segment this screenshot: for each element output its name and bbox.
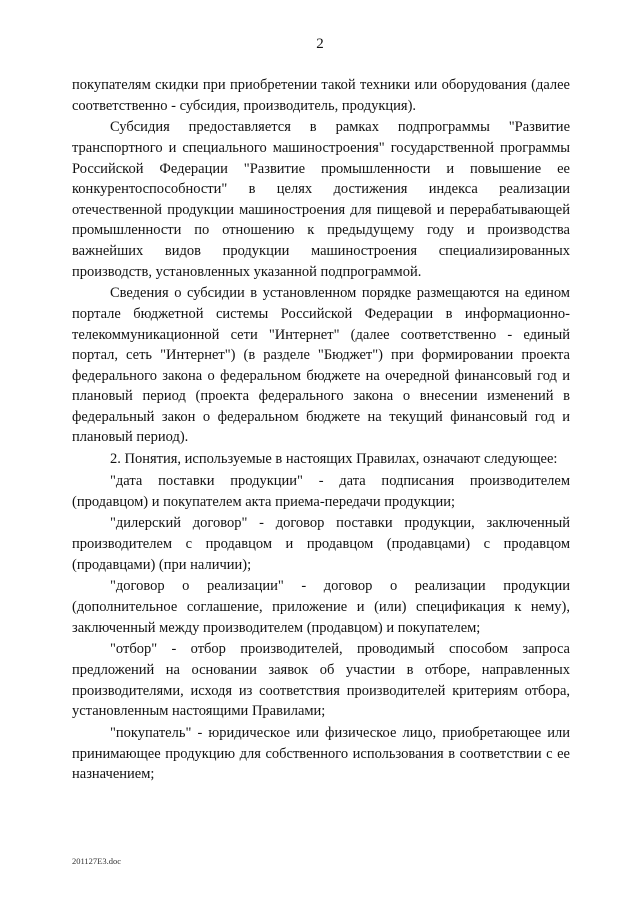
paragraph-continuation: покупателям скидки при приобретении такой техники или оборудования (далее соответственно - субсидия, производитель, продукция). (72, 77, 570, 114)
page-number: 2 (316, 36, 324, 52)
paragraph-subsidy-program: Субсидия предоставляется в рамках подпрограммы "Развитие транспортного и специального машиностроения" государственной программы Российской Федерации "Развитие промышленности и повышение ее конкурентоспособности" в целях достижения индекса реализации отечественной продукции машиностроения для пищевой и перерабатывающей промышленности по отношению к предыдущему году и производства важнейших видов продукции машиностроения специализированных производств, установленных указанной подпрограммой. (72, 119, 570, 280)
footer-file-name: 201127E3.doc (72, 856, 122, 866)
paragraph-definitions-intro: 2. Понятия, используемые в настоящих Правилах, означают следующее: (110, 451, 558, 468)
definition-dealer-contract: "дилерский договор" - договор поставки продукции, заключенный производителем с продавцом и продавцом (продавцами) с продавцом (продавцами) (при наличии); (72, 515, 570, 573)
definition-selection: "отбор" - отбор производителей, проводимый способом запроса предложений на основании заявок об участии в отборе, направленных производителями, исходя из соответствия производителей критериям отбора, установленным настоящими Правилами; (72, 641, 570, 720)
document-body (72, 75, 570, 785)
definition-buyer: "покупатель" - юридическое или физическое лицо, приобретающее или принимающее продукцию для собственного использования в соответствии с ее назначением; (72, 724, 570, 783)
paragraph-subsidy-publication: Сведения о субсидии в установленном порядке размещаются на едином портале бюджетной системы Российской Федерации в информационно-телекоммуникационной сети "Интернет" (далее соответственно - единый портал, сеть "Интернет") (в разделе "Бюджет") при формировании проекта федерального закона о федеральном бюджете на очередной финансовый год и плановый период (проекта федерального закона о внесении изменений в федеральный закон о федеральном бюджете на текущий финансовый год и плановый период). (72, 285, 570, 446)
definition-sales-contract: "договор о реализации" - договор о реализации продукции (дополнительное соглашение, приложение и (или) спецификация к нему), заключенный между производителем (продавцом) и покупателем; (72, 578, 570, 636)
definition-delivery-date: "дата поставки продукции" - дата подписания производителем (продавцом) и покупателем акта приема-передачи продукции; (72, 473, 570, 510)
